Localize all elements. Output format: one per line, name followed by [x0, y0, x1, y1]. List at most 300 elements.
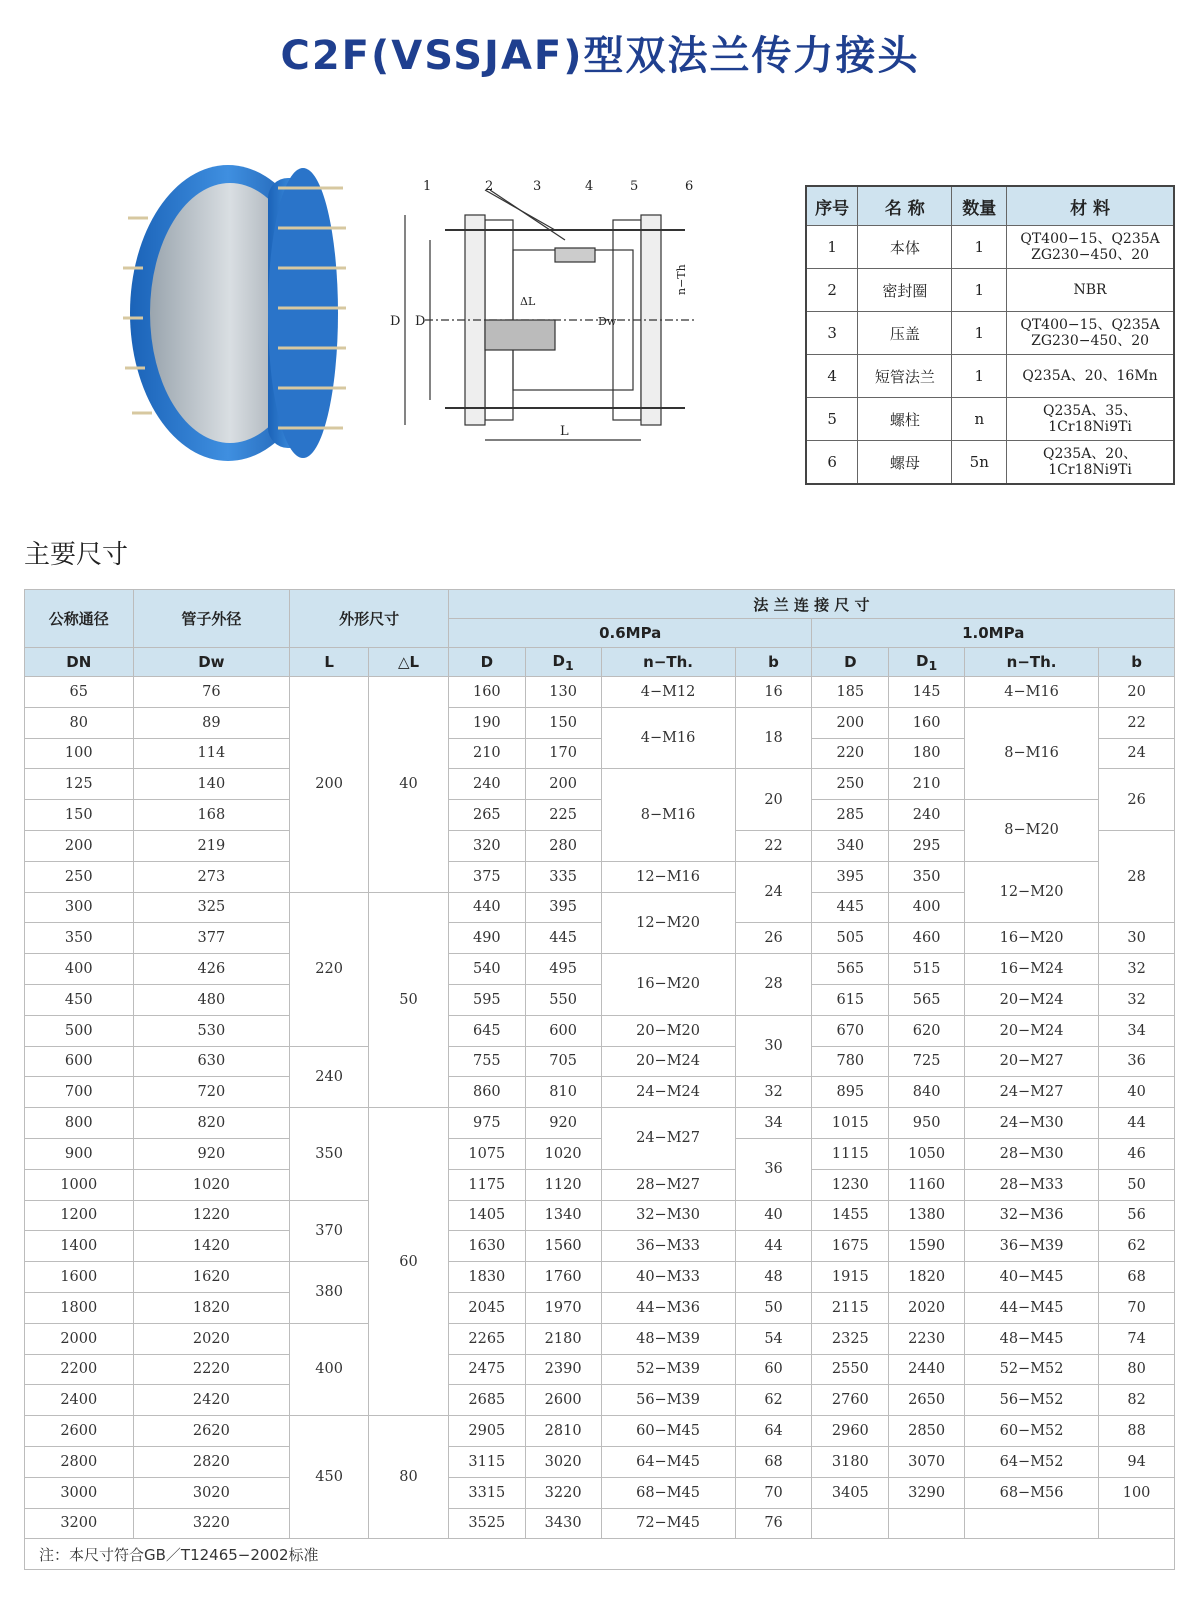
- table-row: [25, 1477, 1175, 1508]
- cell-dn: 350: [25, 923, 134, 954]
- part-name: 螺柱: [858, 398, 952, 441]
- cell-b-10: 80: [1099, 1354, 1175, 1385]
- cell-nth-10: [965, 1508, 1099, 1539]
- cell-dn: 600: [25, 1046, 134, 1077]
- part-material: [1007, 355, 1174, 398]
- cell-nth-10: 8−M20: [965, 800, 1099, 862]
- parts-header-material: 材 料: [1007, 186, 1174, 226]
- material-line: Q235A、35、: [1043, 403, 1138, 419]
- cell-dl: 40: [369, 677, 449, 893]
- cell-d1-06: 495: [525, 954, 601, 985]
- cell-d-06: 1175: [448, 1169, 525, 1200]
- cell-dn: 2800: [25, 1446, 134, 1477]
- cell-d1-10: 2230: [889, 1323, 965, 1354]
- table-row: [25, 1508, 1175, 1539]
- cell-dn: 125: [25, 769, 134, 800]
- cell-b-10: 62: [1099, 1231, 1175, 1262]
- cell-d1-10: 1820: [889, 1262, 965, 1293]
- cell-b-10: 22: [1099, 707, 1175, 738]
- header-pressure-1.0: 1.0MPa: [812, 619, 1175, 648]
- cell-b-10: 100: [1099, 1477, 1175, 1508]
- table-row: [25, 1200, 1175, 1231]
- cell-b-06: 64: [735, 1416, 812, 1447]
- cell-b-10: 26: [1099, 769, 1175, 831]
- cell-d1-06: 1560: [525, 1231, 601, 1262]
- cell-b-06: 18: [735, 707, 812, 769]
- table-row: [25, 861, 1175, 892]
- cell-d-10: 1455: [812, 1200, 889, 1231]
- cell-d1-06: 280: [525, 830, 601, 861]
- cell-l: 380: [290, 1262, 369, 1324]
- cell-d-06: 3115: [448, 1446, 525, 1477]
- table-row: [25, 1108, 1175, 1139]
- cell-dw: 1220: [133, 1200, 290, 1231]
- cell-d-06: 375: [448, 861, 525, 892]
- cell-d-10: 3180: [812, 1446, 889, 1477]
- cell-dw: 720: [133, 1077, 290, 1108]
- cell-d-06: 975: [448, 1108, 525, 1139]
- callout-4: 4: [585, 180, 594, 194]
- cell-nth-06: 52−M39: [601, 1354, 735, 1385]
- cell-d-06: 595: [448, 984, 525, 1015]
- cell-d-10: 395: [812, 861, 889, 892]
- cell-dw: 168: [133, 800, 290, 831]
- cell-d-10: 1115: [812, 1138, 889, 1169]
- cell-d1-06: 200: [525, 769, 601, 800]
- cell-nth-10: 40−M45: [965, 1262, 1099, 1293]
- cell-dw: 89: [133, 707, 290, 738]
- cell-dn: 250: [25, 861, 134, 892]
- cell-b-06: 16: [735, 677, 812, 708]
- cell-dw: 3220: [133, 1508, 290, 1539]
- cell-dw: 140: [133, 769, 290, 800]
- material-line: QT400−15、Q235A: [1020, 231, 1160, 247]
- cell-d1-10: 3290: [889, 1477, 965, 1508]
- cell-d-06: 3315: [448, 1477, 525, 1508]
- dim-dl: ΔL: [520, 295, 536, 308]
- parts-header-no: 序号: [806, 186, 858, 226]
- cell-b-06: 48: [735, 1262, 812, 1293]
- cell-b-06: 22: [735, 830, 812, 861]
- cell-b-10: 32: [1099, 984, 1175, 1015]
- cell-nth-10: 4−M16: [965, 677, 1099, 708]
- cell-nth-06: 32−M30: [601, 1200, 735, 1231]
- cell-nth-10: 24−M27: [965, 1077, 1099, 1108]
- cell-b-10: 36: [1099, 1046, 1175, 1077]
- part-qty: 1: [952, 355, 1007, 398]
- cell-nth-06: 48−M39: [601, 1323, 735, 1354]
- cell-d-10: 2760: [812, 1385, 889, 1416]
- cell-dn: 2400: [25, 1385, 134, 1416]
- cell-d-10: 615: [812, 984, 889, 1015]
- cell-b-06: 34: [735, 1108, 812, 1139]
- parts-row: [806, 269, 1174, 312]
- cell-b-10: 44: [1099, 1108, 1175, 1139]
- cell-dw: 76: [133, 677, 290, 708]
- cell-b-10: 32: [1099, 954, 1175, 985]
- cell-d-06: 265: [448, 800, 525, 831]
- cell-dn: 800: [25, 1108, 134, 1139]
- cell-dn: 1000: [25, 1169, 134, 1200]
- parts-header-name: 名 称: [858, 186, 952, 226]
- cell-nth-10: 52−M52: [965, 1354, 1099, 1385]
- cell-b-10: 30: [1099, 923, 1175, 954]
- part-material: [1007, 226, 1174, 269]
- table-row: [25, 1262, 1175, 1293]
- cell-dw: 530: [133, 1015, 290, 1046]
- header-b: b: [1099, 648, 1175, 677]
- cell-d1-06: 130: [525, 677, 601, 708]
- header-shape: 外形尺寸: [290, 590, 449, 648]
- cell-d-10: 2115: [812, 1292, 889, 1323]
- part-material: [1007, 441, 1174, 485]
- cell-d-10: 340: [812, 830, 889, 861]
- table-row: [25, 923, 1175, 954]
- cell-dw: 2820: [133, 1446, 290, 1477]
- cell-nth-06: 4−M16: [601, 707, 735, 769]
- page-title: C2F(VSSJAF)型双法兰传力接头: [280, 33, 920, 79]
- cell-d1-10: 2440: [889, 1354, 965, 1385]
- material-line: Q235A、20、16Mn: [1022, 368, 1158, 384]
- cell-dw: 2220: [133, 1354, 290, 1385]
- cell-dw: 2020: [133, 1323, 290, 1354]
- table-row: [25, 707, 1175, 738]
- cell-d-06: 1405: [448, 1200, 525, 1231]
- cell-b-10: 50: [1099, 1169, 1175, 1200]
- cell-l: 450: [290, 1416, 369, 1539]
- part-name: 密封圈: [858, 269, 952, 312]
- cell-d-06: 755: [448, 1046, 525, 1077]
- cell-d1-06: 920: [525, 1108, 601, 1139]
- header-dw: Dw: [133, 648, 290, 677]
- table-row: [25, 1077, 1175, 1108]
- cell-b-10: 74: [1099, 1323, 1175, 1354]
- cell-d-06: 2045: [448, 1292, 525, 1323]
- cell-b-06: 36: [735, 1138, 812, 1200]
- table-row: [25, 954, 1175, 985]
- cell-b-06: 24: [735, 861, 812, 923]
- cell-d-10: 780: [812, 1046, 889, 1077]
- part-name: 螺母: [858, 441, 952, 485]
- cell-nth-10: 12−M20: [965, 861, 1099, 923]
- cell-l: 200: [290, 677, 369, 893]
- cell-d-06: 240: [448, 769, 525, 800]
- cell-d1-06: 225: [525, 800, 601, 831]
- cell-d1-06: 3220: [525, 1477, 601, 1508]
- cell-nth-10: 28−M30: [965, 1138, 1099, 1169]
- cell-d1-10: 725: [889, 1046, 965, 1077]
- cell-nth-10: 60−M52: [965, 1416, 1099, 1447]
- cell-nth-10: 56−M52: [965, 1385, 1099, 1416]
- part-qty: n: [952, 398, 1007, 441]
- table-row: [25, 1169, 1175, 1200]
- cell-d-06: 1075: [448, 1138, 525, 1169]
- part-material: [1007, 398, 1174, 441]
- header-d1: $D_1$: [889, 648, 965, 677]
- cell-dl: 80: [369, 1416, 449, 1539]
- cell-dw: 820: [133, 1108, 290, 1139]
- dim-d1: D: [415, 314, 426, 329]
- parts-row: [806, 398, 1174, 441]
- cell-b-10: 88: [1099, 1416, 1175, 1447]
- cell-nth-06: 60−M45: [601, 1416, 735, 1447]
- cell-dl: 60: [369, 1108, 449, 1416]
- cell-d1-06: 810: [525, 1077, 601, 1108]
- cell-nth-06: 36−M33: [601, 1231, 735, 1262]
- cell-nth-06: 28−M27: [601, 1169, 735, 1200]
- cell-d-10: 2325: [812, 1323, 889, 1354]
- cell-b-06: 60: [735, 1354, 812, 1385]
- cell-d1-06: 170: [525, 738, 601, 769]
- cell-dn: 80: [25, 707, 134, 738]
- cell-dn: 3200: [25, 1508, 134, 1539]
- cell-nth-10: 20−M24: [965, 1015, 1099, 1046]
- header-d: D: [448, 648, 525, 677]
- cell-b-10: 82: [1099, 1385, 1175, 1416]
- dim-l: L: [560, 424, 569, 439]
- table-row: [25, 1231, 1175, 1262]
- cell-nth-10: 16−M20: [965, 923, 1099, 954]
- cell-d1-06: 2810: [525, 1416, 601, 1447]
- cell-d1-06: 705: [525, 1046, 601, 1077]
- cell-d-06: 3525: [448, 1508, 525, 1539]
- cell-d-10: 670: [812, 1015, 889, 1046]
- cell-nth-10: 8−M16: [965, 707, 1099, 799]
- header-dn-cn: 公称通径: [25, 590, 134, 648]
- cell-d-10: 445: [812, 892, 889, 923]
- cell-dw: 630: [133, 1046, 290, 1077]
- cell-d-06: 2265: [448, 1323, 525, 1354]
- cell-d-10: 285: [812, 800, 889, 831]
- cell-b-06: 68: [735, 1446, 812, 1477]
- cell-b-10: 28: [1099, 830, 1175, 922]
- cell-b-10: 68: [1099, 1262, 1175, 1293]
- cell-nth-06: 12−M20: [601, 892, 735, 954]
- cell-dn: 700: [25, 1077, 134, 1108]
- cell-d-06: 2905: [448, 1416, 525, 1447]
- cell-b-06: 70: [735, 1477, 812, 1508]
- part-name: 本体: [858, 226, 952, 269]
- cell-d-06: 160: [448, 677, 525, 708]
- header-nth: n−Th.: [601, 648, 735, 677]
- cell-nth-10: 16−M24: [965, 954, 1099, 985]
- cell-b-10: 56: [1099, 1200, 1175, 1231]
- cell-nth-06: 40−M33: [601, 1262, 735, 1293]
- cell-dw: 377: [133, 923, 290, 954]
- cell-dw: 2620: [133, 1416, 290, 1447]
- table-row: [25, 1323, 1175, 1354]
- header-dw-cn: 管子外径: [133, 590, 290, 648]
- cell-dw: 426: [133, 954, 290, 985]
- parts-header-qty: 数量: [952, 186, 1007, 226]
- dim-dw: Dw: [598, 315, 617, 328]
- cell-nth-10: 24−M30: [965, 1108, 1099, 1139]
- table-row: [25, 1046, 1175, 1077]
- cell-dn: 1800: [25, 1292, 134, 1323]
- cell-l: 240: [290, 1046, 369, 1108]
- cell-b-06: 28: [735, 954, 812, 1016]
- cell-d1-10: 210: [889, 769, 965, 800]
- product-image: [118, 158, 348, 468]
- cell-dw: 1820: [133, 1292, 290, 1323]
- cell-d1-10: 1160: [889, 1169, 965, 1200]
- cell-d1-06: 3430: [525, 1508, 601, 1539]
- part-no: 4: [806, 355, 858, 398]
- table-row: [25, 1138, 1175, 1169]
- cell-d1-06: 150: [525, 707, 601, 738]
- cell-d1-06: 2600: [525, 1385, 601, 1416]
- cell-dn: 65: [25, 677, 134, 708]
- cell-dw: 3020: [133, 1477, 290, 1508]
- part-no: 5: [806, 398, 858, 441]
- table-row: [25, 1416, 1175, 1447]
- material-line: NBR: [1073, 282, 1107, 298]
- cell-dn: 1200: [25, 1200, 134, 1231]
- header-dl: △L: [369, 648, 449, 677]
- cell-b-06: 32: [735, 1077, 812, 1108]
- cell-nth-06: 44−M36: [601, 1292, 735, 1323]
- cell-d-10: 1015: [812, 1108, 889, 1139]
- cell-d1-10: 1380: [889, 1200, 965, 1231]
- cell-b-06: 20: [735, 769, 812, 831]
- cell-b-06: 76: [735, 1508, 812, 1539]
- table-row: [25, 1354, 1175, 1385]
- cell-nth-10: 28−M33: [965, 1169, 1099, 1200]
- table-note: 注：本尺寸符合GB／T12465−2002标准: [25, 1539, 1175, 1570]
- cell-d1-06: 600: [525, 1015, 601, 1046]
- cell-d1-10: 2850: [889, 1416, 965, 1447]
- table-row: [25, 1446, 1175, 1477]
- cell-nth-10: 48−M45: [965, 1323, 1099, 1354]
- cell-d1-06: 395: [525, 892, 601, 923]
- cell-b-06: 40: [735, 1200, 812, 1231]
- cell-d1-06: 3020: [525, 1446, 601, 1477]
- part-qty: 1: [952, 269, 1007, 312]
- cell-d-10: 2960: [812, 1416, 889, 1447]
- material-line: Q235A、20、: [1043, 446, 1138, 462]
- cell-d1-10: 350: [889, 861, 965, 892]
- cell-nth-06: 16−M20: [601, 954, 735, 1016]
- cell-d-10: 565: [812, 954, 889, 985]
- cell-dn: 500: [25, 1015, 134, 1046]
- cell-dn: 2000: [25, 1323, 134, 1354]
- cell-b-10: 40: [1099, 1077, 1175, 1108]
- cell-b-06: 54: [735, 1323, 812, 1354]
- cell-dn: 1600: [25, 1262, 134, 1293]
- cell-d1-10: 1050: [889, 1138, 965, 1169]
- cell-dw: 920: [133, 1138, 290, 1169]
- cell-d-10: [812, 1508, 889, 1539]
- cell-d1-10: 295: [889, 830, 965, 861]
- table-row: [25, 1015, 1175, 1046]
- cell-d-10: 3405: [812, 1477, 889, 1508]
- cell-d1-10: 565: [889, 984, 965, 1015]
- cell-b-06: 44: [735, 1231, 812, 1262]
- part-qty: 1: [952, 312, 1007, 355]
- cell-nth-06: 68−M45: [601, 1477, 735, 1508]
- part-no: 3: [806, 312, 858, 355]
- cell-dw: 273: [133, 861, 290, 892]
- cell-d1-06: 1760: [525, 1262, 601, 1293]
- cell-b-06: 50: [735, 1292, 812, 1323]
- cell-d-06: 440: [448, 892, 525, 923]
- callout-3: 3: [533, 180, 542, 194]
- parts-table: [805, 185, 1175, 485]
- cell-b-06: 30: [735, 1015, 812, 1077]
- cell-nth-10: 64−M52: [965, 1446, 1099, 1477]
- cell-d-10: 250: [812, 769, 889, 800]
- cell-b-06: 26: [735, 923, 812, 954]
- cell-dn: 2600: [25, 1416, 134, 1447]
- cell-d-10: 895: [812, 1077, 889, 1108]
- part-name: 压盖: [858, 312, 952, 355]
- cell-nth-10: 68−M56: [965, 1477, 1099, 1508]
- cell-d1-06: 1120: [525, 1169, 601, 1200]
- cell-nth-06: 24−M24: [601, 1077, 735, 1108]
- callout-6: 6: [685, 180, 694, 194]
- cell-l: 220: [290, 892, 369, 1046]
- d1-label: D: [552, 651, 565, 670]
- cell-nth-06: 72−M45: [601, 1508, 735, 1539]
- cell-b-10: 70: [1099, 1292, 1175, 1323]
- cell-d1-10: 160: [889, 707, 965, 738]
- cell-dn: 2200: [25, 1354, 134, 1385]
- cell-d-06: 860: [448, 1077, 525, 1108]
- cell-d1-06: 2180: [525, 1323, 601, 1354]
- cell-b-10: 46: [1099, 1138, 1175, 1169]
- material-line: 1Cr18Ni9Ti: [1048, 462, 1132, 478]
- dim-d: D: [390, 314, 401, 329]
- callout-5: 5: [630, 180, 639, 194]
- cell-l: 370: [290, 1200, 369, 1262]
- callout-1: 1: [423, 180, 432, 194]
- cell-nth-06: 24−M27: [601, 1108, 735, 1170]
- cell-d-10: 220: [812, 738, 889, 769]
- cell-dn: 1400: [25, 1231, 134, 1262]
- cell-nth-10: 32−M36: [965, 1200, 1099, 1231]
- part-no: 6: [806, 441, 858, 485]
- cell-d-10: 2550: [812, 1354, 889, 1385]
- cell-d1-06: 445: [525, 923, 601, 954]
- cell-dw: 1420: [133, 1231, 290, 1262]
- cell-d1-10: 460: [889, 923, 965, 954]
- cell-d-06: 645: [448, 1015, 525, 1046]
- cell-d1-10: [889, 1508, 965, 1539]
- cell-d-06: 2475: [448, 1354, 525, 1385]
- cell-d-10: 1915: [812, 1262, 889, 1293]
- d1-label: D: [916, 651, 929, 670]
- cell-d-06: 1830: [448, 1262, 525, 1293]
- cell-nth-10: 20−M24: [965, 984, 1099, 1015]
- part-no: 1: [806, 226, 858, 269]
- cell-b-10: [1099, 1508, 1175, 1539]
- cell-b-10: 34: [1099, 1015, 1175, 1046]
- part-no: 2: [806, 269, 858, 312]
- dim-nth: n−Th: [675, 264, 688, 295]
- part-qty: 5n: [952, 441, 1007, 485]
- cell-d-06: 190: [448, 707, 525, 738]
- cell-d1-10: 240: [889, 800, 965, 831]
- cell-nth-10: 44−M45: [965, 1292, 1099, 1323]
- cell-nth-06: 20−M20: [601, 1015, 735, 1046]
- cell-dn: 400: [25, 954, 134, 985]
- cell-nth-06: 56−M39: [601, 1385, 735, 1416]
- cell-d1-06: 1970: [525, 1292, 601, 1323]
- cell-b-10: 24: [1099, 738, 1175, 769]
- header-nth: n−Th.: [965, 648, 1099, 677]
- header-d: D: [812, 648, 889, 677]
- cell-d-06: 490: [448, 923, 525, 954]
